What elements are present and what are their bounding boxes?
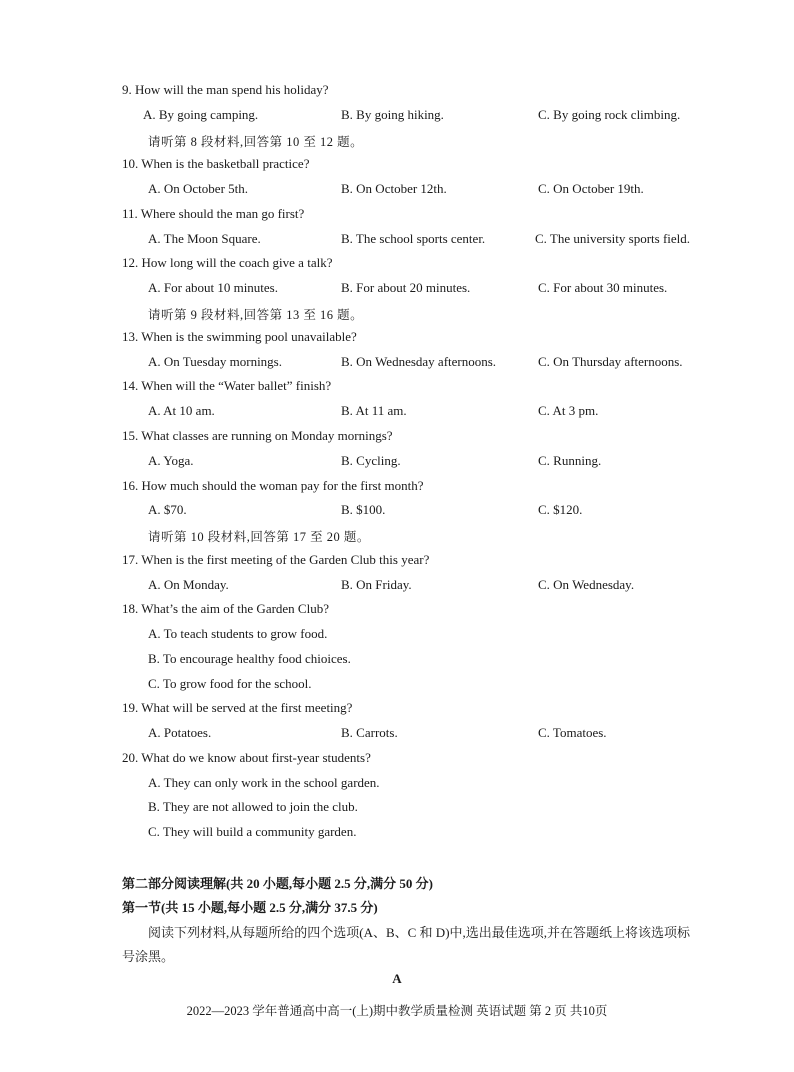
q15-option-c: C. Running.	[538, 453, 602, 468]
q15-option-b: B. Cycling.	[341, 453, 401, 468]
q16-option-a: A. $70.	[148, 502, 187, 517]
q10-option-c: C. On October 19th.	[538, 181, 644, 196]
listening-instruction-10: 请听第 10 段材料,回答第 17 至 20 题。	[148, 530, 370, 544]
q13-option-b: B. On Wednesday afternoons.	[341, 354, 497, 369]
question-20: 20. What do we know about first-year students?	[122, 750, 371, 765]
q9-option-a: A. By going camping.	[143, 107, 259, 122]
q17-option-a: A. On Monday.	[148, 577, 229, 592]
q18-option-c: C. To grow food for the school.	[148, 676, 312, 691]
listening-instruction-9: 请听第 9 段材料,回答第 13 至 16 题。	[148, 308, 364, 322]
q20-option-a: A. They can only work in the school garden.	[148, 775, 380, 790]
q11-option-b: B. The school sports center.	[341, 231, 486, 246]
question-9: 9. How will the man spend his holiday?	[122, 82, 329, 97]
section-one-heading: 第一节(共 15 小题,每小题 2.5 分,满分 37.5 分)	[122, 900, 378, 915]
q12-option-c: C. For about 30 minutes.	[538, 280, 668, 295]
question-15: 15. What classes are running on Monday mornings?	[122, 428, 393, 443]
q13-option-c: C. On Thursday afternoons.	[538, 354, 683, 369]
question-12: 12. How long will the coach give a talk?	[122, 255, 333, 270]
q17-option-b: B. On Friday.	[341, 577, 412, 592]
question-19: 19. What will be served at the first meeting?	[122, 700, 353, 715]
q9-option-b: B. By going hiking.	[341, 107, 444, 122]
q19-option-a: A. Potatoes.	[148, 725, 212, 740]
q14-option-a: A. At 10 am.	[148, 403, 215, 418]
q10-option-b: B. On October 12th.	[341, 181, 447, 196]
page-footer: 2022—2023 学年普通高中高一(上)期中教学质量检测 英语试题 第 2 页 共10页	[186, 1004, 608, 1018]
q15-option-a: A. Yoga.	[148, 453, 194, 468]
q16-option-c: C. $120.	[538, 502, 583, 517]
question-11: 11. Where should the man go first?	[122, 206, 305, 221]
question-13: 13. When is the swimming pool unavailable?	[122, 329, 357, 344]
part-two-heading: 第二部分阅读理解(共 20 小题,每小题 2.5 分,满分 50 分)	[122, 876, 433, 891]
q13-option-a: A. On Tuesday mornings.	[148, 354, 282, 369]
question-17: 17. When is the first meeting of the Garden Club this year?	[122, 552, 430, 567]
listening-instruction-8: 请听第 8 段材料,回答第 10 至 12 题。	[148, 135, 364, 149]
instruction-line-1: 阅读下列材料,从每题所给的四个选项(A、B、C 和 D)中,选出最佳选项,并在答题纸上将该选项标	[148, 925, 691, 940]
question-10: 10. When is the basketball practice?	[122, 156, 310, 171]
q14-option-b: B. At 11 am.	[341, 403, 407, 418]
q11-option-c: C. The university sports field.	[535, 231, 691, 246]
q9-option-c: C. By going rock climbing.	[538, 107, 681, 122]
instruction-line-2: 号涂黑。	[122, 949, 175, 964]
q12-option-a: A. For about 10 minutes.	[148, 280, 278, 295]
q16-option-b: B. $100.	[341, 502, 386, 517]
question-18: 18. What’s the aim of the Garden Club?	[122, 601, 329, 616]
q11-option-a: A. The Moon Square.	[148, 231, 261, 246]
q20-option-c: C. They will build a community garden.	[148, 824, 357, 839]
q20-option-b: B. They are not allowed to join the club.	[148, 799, 358, 814]
q19-option-b: B. Carrots.	[341, 725, 398, 740]
question-14: 14. When will the “Water ballet” finish?	[122, 378, 332, 393]
passage-letter: A	[392, 971, 402, 986]
q18-option-a: A. To teach students to grow food.	[148, 626, 328, 641]
q17-option-c: C. On Wednesday.	[538, 577, 635, 592]
q14-option-c: C. At 3 pm.	[538, 403, 599, 418]
q18-option-b: B. To encourage healthy food chioices.	[148, 651, 351, 666]
question-16: 16. How much should the woman pay for the first month?	[122, 478, 424, 493]
q12-option-b: B. For about 20 minutes.	[341, 280, 471, 295]
q10-option-a: A. On October 5th.	[148, 181, 249, 196]
q19-option-c: C. Tomatoes.	[538, 725, 607, 740]
